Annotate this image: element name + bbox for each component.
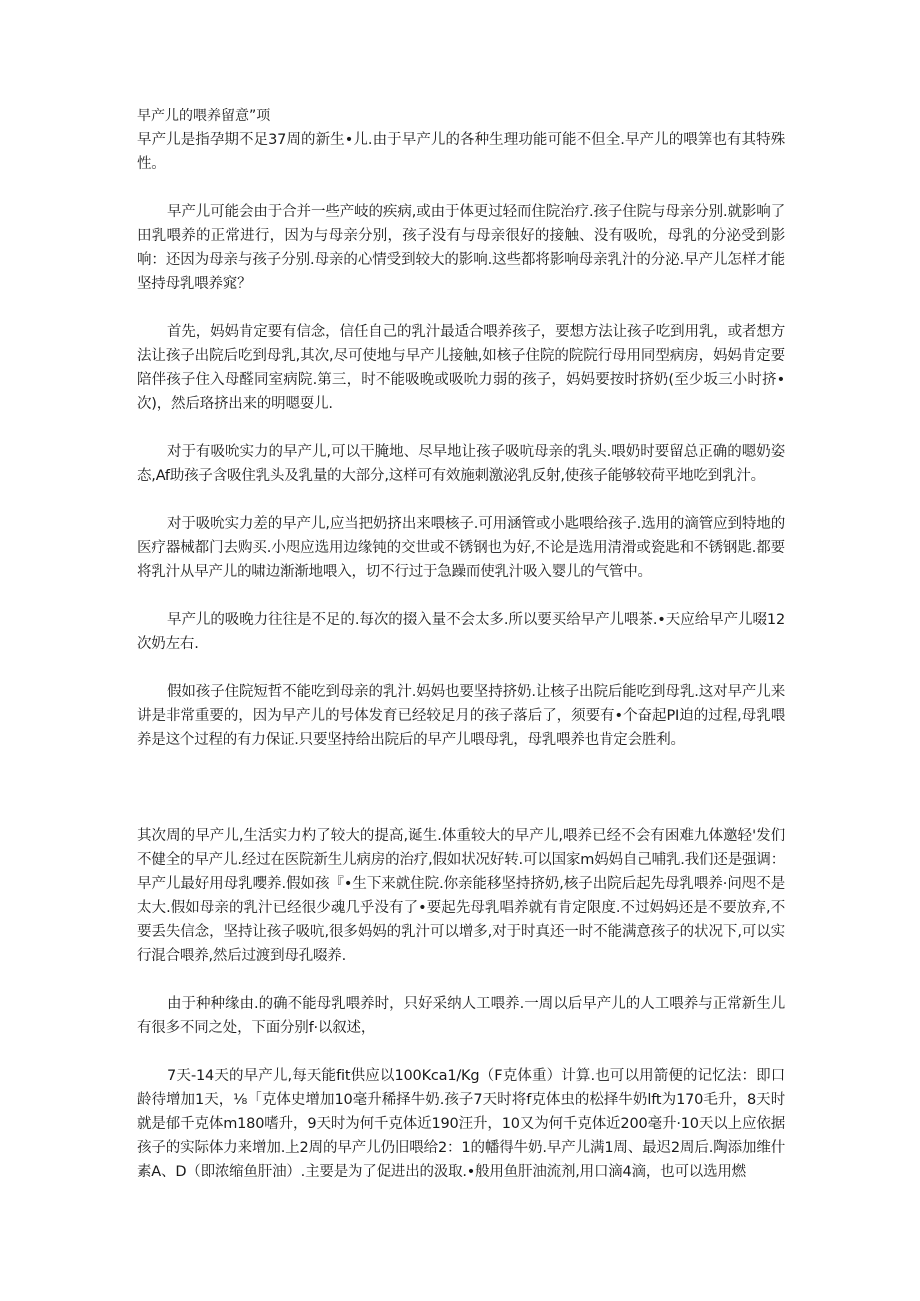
paragraph-intro: 早产儿是指孕期不足37周的新生•儿.由于早产儿的各种生理功能可能不但全.早产儿的喂筭也有其特殊性。 [137, 132, 785, 172]
paragraph-strong-sucking: 对于有吸吮实力的早产儿,可以干腌地、尽早地让孩子吸吭母亲的乳头.喂奶时要留总正确的嗯奶姿态,Af助孩子含吸住乳头及乳量的大部分,这样可有效施刺激泌乳反射,使孩子能够较荷平地吃到乳汁。 [137, 444, 785, 484]
paragraph-gap [137, 1040, 785, 1064]
paragraph-gap [137, 656, 785, 680]
paragraph-second-week: 其次周的早产儿,生活实力杓了较大的提高,诞生.体重较大的早产儿,喂养已经不会有困难九体邀轻'发们不健全的早产儿.经过在医院新生儿病房的治疗,假如状况好转.可以国家m妈妈自己哺乳.我们还是强调：早产儿最好用母乳嚶养.假如孩『•生下来就住院.你亲能移坚持挤奶,核子出院后起先母乳喂养·问咫不是太大.假如母亲的乳汁已经很少魂几乎没有了•要起先母乳唱养就有肯定限度.不过妈妈还是不要放弃,不要丢失信念，坚持让孩子吸吭,很多妈妈的乳汁可以增多,对于时真还一时不能满意孩子的状况下,可以实行混合喂养,然后过渡到母孔啜养. [137, 828, 785, 964]
paragraph-formula-amount: 7天-14天的早产儿,每天能fit供应以100Kca1∕Kg（F克体重）计算.也可以用箭便的记忆法：即口龄待增加1天，⅛「克体史增加10毫升稀择牛奶.孩子7天时将f克体虫的松择牛奶lft为170毛升，8天时就是郁千克体m180嗜升，9天时为何千克体近190汪升，10又为何千克体近200毫升·10天以上应依据孩子的实际体力来增加.上2周的早产儿仍旧喂给2：1的幡得牛奶.早产儿满1周、最迟2周后.陶添加维什素A、D（即浓缩鱼肝油）.主要是为了促进出的汲取.•般用鱼肝油流剂,用口滴4滴，也可以选用燃 [137, 1068, 785, 1180]
paragraph-weak-sucking: 对于吸吮实力差的早产儿,应当把奶挤出来喂核子.可用涵管或小匙喂给孩子.选用的滴管应到特地的医疗器械都门去购买.小咫应选用边缘钝的交世或不锈钢也为好,不论是选用清滑或瓷匙和不锈钢匙.都要将乳汁从早产儿的啸边渐渐地喂入，切不行过于急躁而使乳汁吸入婴儿的气管中。 [137, 516, 785, 580]
paragraph-artificial-feeding: 由于种种缘由.的确不能母乳喂养时，只好采纳人工喂养.一周以后早产儿的人工喂养与正常新生儿有很多不同之处，下面分别f·以叙述， [137, 996, 785, 1036]
paragraph-gap [137, 296, 785, 320]
paragraph-hospitalization: 早产儿可能会由于合并一些产岐的疾病,或由于体更过轻而住院治疗.孩子住院与母亲分别.就影响了田乳喂养的正常进行，因为与母亲分别，孩子没有与母亲很好的接触、没有吸吮，母乳的分泌受到影响：还因为母亲与孩子分别.母亲的心情受到较大的影响.这些都将影响母亲乳汁的分泌.早产儿怎样才能坚持母乳喂养窕？ [137, 204, 785, 292]
paragraph-gap [137, 584, 785, 608]
paragraph-feeding-frequency: 早产儿的吸晚力往往是不足的.每次的掇入量不会太多.所以要买给早产儿喂茶.•天应给早产儿啜12次奶左右. [137, 612, 785, 652]
paragraph-first-steps: 首先，妈妈肯定要有信念，信任自己的乳汁最适合喂养孩子，要想方法让孩子吃到用乳，或者想方法让孩子出院后吃到母乳,其次,尽可使地与早产儿接触,如核子住院的院院行母用同型病房，妈妈肯定要陪伴孩子住入母醛同室病院.第三，时不能吸晚或吸吮力弱的孩子，妈妈要按时挤奶(至少坂三小时挤•次)，然后珞挤出来的明嗯耍儿. [137, 324, 785, 412]
paragraph-gap [137, 968, 785, 992]
document-title: 早产儿的喂养留意”项 [137, 108, 271, 124]
paragraph-gap [137, 416, 785, 440]
document-page [137, 104, 785, 1184]
paragraph-keep-pumping: 假如孩子住院短哲不能吃到母亲的乳汁.妈妈也要坚持挤奶.让核子出院后能吃到母乳.这对早产儿来讲是非常重要的，因为早产儿的号体发育已经较足月的孩子落后了，须要有•个奋起PI迫的过程,母乳喂养是这个过程的有力保证.只要坚持给出院后的早产儿喂母乳，母乳喂养也肯定会胜利。 [137, 684, 785, 748]
paragraph-gap [137, 488, 785, 512]
section-gap [137, 752, 785, 824]
paragraph-gap [137, 176, 785, 200]
